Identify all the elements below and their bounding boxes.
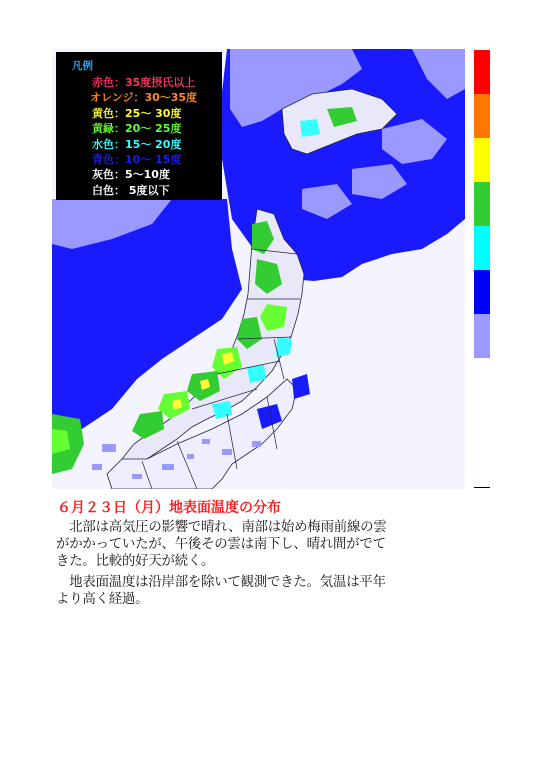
legend-item: 白色： 5度以下 — [92, 183, 170, 197]
report-text-line: 北部は高気圧の影響で晴れ、南部は始め梅雨前線の雲 — [56, 520, 387, 535]
report-text-line: きた。比較的好天が続く。 — [56, 554, 215, 569]
report-text-line: がかかっていたが、午後その雲は南下し、晴れ間がでて — [56, 537, 386, 552]
legend-item: 灰色：5～10度 — [92, 168, 170, 182]
color-scale-segment — [474, 138, 490, 182]
legend-item: 黄緑：20～ 25度 — [92, 122, 182, 136]
color-scale-bar — [474, 50, 490, 358]
legend-item: 水色：15～ 20度 — [92, 137, 182, 151]
legend-item: 青色：10～ 15度 — [92, 153, 182, 166]
scale-tick — [474, 487, 490, 488]
report-title: ６月２３日（月）地表面温度の分布 — [57, 500, 281, 516]
legend-item: 黄色：25～ 30度 — [92, 106, 182, 120]
color-scale-segment — [474, 182, 490, 226]
color-scale-segment — [474, 314, 490, 358]
report-text-line: より高く経過。 — [56, 592, 149, 607]
color-scale-segment — [474, 50, 490, 94]
legend-item: 赤色：35度摂氏以上 — [92, 76, 196, 89]
report-text-line: 地表面温度は沿岸部を除いて観測できた。気温は平年 — [56, 575, 386, 590]
legend-item: オレンジ：30～35度 — [90, 91, 198, 105]
color-scale-segment — [474, 270, 490, 314]
legend — [56, 52, 222, 200]
temperature-map — [52, 49, 465, 489]
color-scale-segment — [474, 94, 490, 138]
legend-title: 凡例 — [72, 60, 93, 72]
color-scale-segment — [474, 226, 490, 270]
